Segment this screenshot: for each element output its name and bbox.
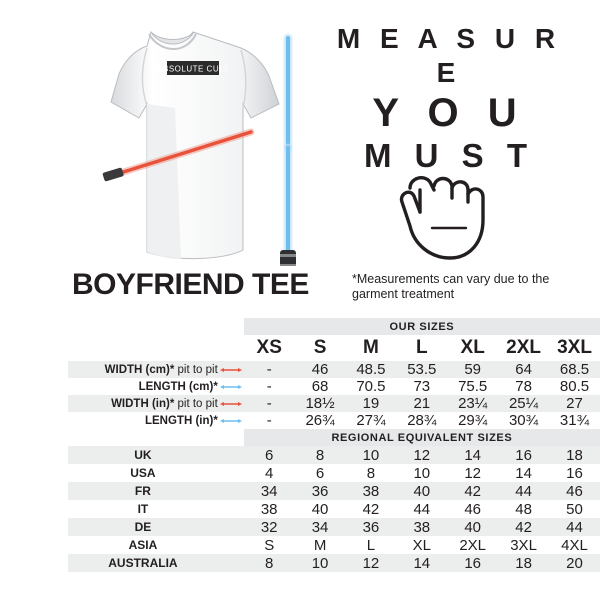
table-row xyxy=(68,518,600,536)
cell: 44 xyxy=(413,500,431,518)
cell: 27¾ xyxy=(356,412,386,429)
cell: 12 xyxy=(464,464,482,482)
cell: 18 xyxy=(515,554,532,572)
cell: 8 xyxy=(315,446,325,464)
size-header-2xl: 2XL xyxy=(506,337,541,358)
cell: 14 xyxy=(464,446,482,464)
cell: 8 xyxy=(265,554,274,572)
row-label-width-in: WIDTH (in)* pit to pit xyxy=(111,397,218,410)
headline xyxy=(318,22,580,176)
cell: M xyxy=(313,536,327,554)
cell: 20 xyxy=(566,554,583,572)
cell: 29¾ xyxy=(458,412,488,429)
cell: 12 xyxy=(413,446,431,464)
cell: 40 xyxy=(413,482,431,500)
cell: - xyxy=(266,378,272,395)
size-header-xl: XL xyxy=(460,337,485,358)
headline-line-1: M E A S U R E xyxy=(336,23,562,88)
size-header-3xl: 3XL xyxy=(557,337,592,358)
cell: 8 xyxy=(366,464,376,482)
tshirt-svg xyxy=(55,18,310,266)
cell: 48 xyxy=(515,500,532,518)
cell: 38 xyxy=(260,500,278,518)
cell: 2XL xyxy=(459,536,487,554)
our-sizes-band: OUR SIZES xyxy=(244,318,600,335)
cell: 38 xyxy=(413,518,431,536)
cell: 78 xyxy=(515,378,532,395)
cell: 4 xyxy=(265,464,274,482)
cell: 40 xyxy=(464,518,482,536)
cell: 44 xyxy=(515,482,532,500)
table-row xyxy=(68,464,600,482)
cell: 59 xyxy=(464,361,482,378)
cell: 18 xyxy=(566,446,583,464)
table-row xyxy=(68,500,600,518)
regional-band-row xyxy=(68,429,600,446)
measurement-note: *Measurements can vary due to the garment treatment xyxy=(352,272,550,301)
headline-line-3: M U S T xyxy=(364,137,534,174)
cell: 3XL xyxy=(510,536,537,554)
cell: 10 xyxy=(311,554,329,572)
length-arrow-icon-in xyxy=(218,412,244,429)
table-row xyxy=(68,361,600,378)
cell: 16 xyxy=(515,446,532,464)
cell: 73 xyxy=(413,378,431,395)
region-label-uk: UK xyxy=(134,448,152,462)
cell: 50 xyxy=(566,500,583,518)
width-arrow-icon-in xyxy=(218,395,244,412)
cell: 68.5 xyxy=(559,361,590,378)
width-arrow-icon xyxy=(218,361,244,378)
region-label-australia: AUSTRALIA xyxy=(108,556,178,570)
table-row xyxy=(68,482,600,500)
table-row xyxy=(68,554,600,572)
cell: 6 xyxy=(315,464,325,482)
table-row xyxy=(68,446,600,464)
cell: 14 xyxy=(413,554,431,572)
cell: - xyxy=(266,395,272,412)
cell: 25¼ xyxy=(508,395,539,412)
row-label-length-in: LENGTH (in)* xyxy=(144,414,218,427)
cell: 42 xyxy=(464,482,482,500)
cell: XL xyxy=(412,536,431,554)
table-row xyxy=(68,536,600,554)
cell: 4XL xyxy=(561,536,588,554)
size-header-row xyxy=(68,335,600,361)
cell: L xyxy=(366,536,376,554)
cell: 27 xyxy=(566,395,583,412)
cell: 75.5 xyxy=(458,378,488,395)
table-row xyxy=(68,395,600,412)
cell: 21 xyxy=(413,395,431,412)
cell: 19 xyxy=(362,395,380,412)
size-header-xs: XS xyxy=(256,337,282,358)
pointing-hand-icon xyxy=(380,168,520,264)
page-title: BOYFRIEND TEE xyxy=(72,268,309,301)
cell: 18½ xyxy=(305,395,335,412)
length-arrow-icon xyxy=(218,378,244,395)
cell: 42 xyxy=(362,500,380,518)
cell: 30¾ xyxy=(508,412,539,429)
table-row xyxy=(68,378,600,395)
size-chart-table xyxy=(68,318,600,572)
title-row xyxy=(0,268,600,314)
cell: 34 xyxy=(260,482,278,500)
cell: 46 xyxy=(566,482,583,500)
cell: 28¾ xyxy=(407,412,437,429)
cell: 32 xyxy=(260,518,278,536)
cell: 48.5 xyxy=(356,361,386,378)
region-label-fr: FR xyxy=(134,484,151,498)
row-label-length-cm: LENGTH (cm)* xyxy=(138,380,218,393)
cell: 10 xyxy=(362,446,380,464)
cell: 36 xyxy=(311,482,329,500)
svg-text:ABSOLUTE CULT: ABSOLUTE CULT xyxy=(157,64,229,74)
size-header-l: L xyxy=(416,337,428,358)
cell: - xyxy=(266,412,272,429)
cell: 16 xyxy=(566,464,583,482)
cell: 68 xyxy=(311,378,329,395)
cell: 46 xyxy=(464,500,482,518)
cell: 14 xyxy=(515,464,532,482)
cell: 44 xyxy=(566,518,583,536)
cell: 53.5 xyxy=(407,361,437,378)
cell: 26¾ xyxy=(305,412,335,429)
cell: 46 xyxy=(311,361,329,378)
top-section xyxy=(0,0,600,272)
size-header-s: S xyxy=(313,337,327,358)
cell: - xyxy=(266,361,272,378)
cell: 38 xyxy=(362,482,380,500)
tshirt-illustration xyxy=(55,18,310,266)
region-label-it: IT xyxy=(137,502,149,516)
cell: 70.5 xyxy=(356,378,386,395)
region-label-usa: USA xyxy=(130,466,156,480)
cell: 31¾ xyxy=(559,412,590,429)
row-label-width-cm: WIDTH (cm)* pit to pit xyxy=(104,363,218,376)
cell: 40 xyxy=(311,500,329,518)
cell: 42 xyxy=(515,518,532,536)
our-sizes-band-row xyxy=(68,318,600,335)
table-row xyxy=(68,412,600,429)
cell: 80.5 xyxy=(559,378,590,395)
cell: 6 xyxy=(265,446,274,464)
size-header-m: M xyxy=(363,337,379,358)
cell: S xyxy=(264,536,275,554)
cell: 34 xyxy=(311,518,329,536)
cell: 16 xyxy=(464,554,482,572)
cell: 12 xyxy=(362,554,380,572)
cell: 36 xyxy=(362,518,380,536)
regional-band: REGIONAL EQUIVALENT SIZES xyxy=(244,429,600,446)
headline-line-2: Y O U xyxy=(372,91,526,135)
region-label-de: DE xyxy=(134,520,152,534)
cell: 64 xyxy=(515,361,532,378)
cell: 10 xyxy=(413,464,431,482)
cell: 23¼ xyxy=(458,395,488,412)
region-label-asia: ASIA xyxy=(128,538,158,552)
